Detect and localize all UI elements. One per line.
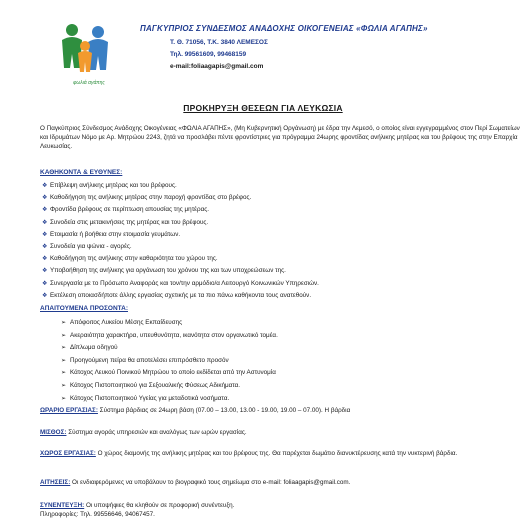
- arrow-bullet-icon: ➢: [61, 320, 67, 326]
- interview-label: ΣΥΝΕΝΤΕΥΞΗ:: [40, 502, 85, 509]
- arrow-bullet-icon: ➢: [61, 332, 67, 339]
- list-item: ➢ Απόφοιτος Λυκείου Μέσης Εκπαίδευσης: [61, 317, 511, 330]
- list-item: ➢ Κάτοχος Λευκού Ποινικού Μητρώου το οποίο εκδίδεται από την Αστυνομία: [61, 367, 511, 380]
- diamond-bullet-icon: ❖: [42, 256, 48, 263]
- requirements-heading: ΑΠΑΙΤΟΥΜΕΝΑ ΠΡΟΣΟΝΤΑ:: [40, 305, 128, 312]
- salary-text: Σύστημα αγοράς υπηρεσιών και αναλόγως των ωρών εργασίας.: [66, 429, 247, 436]
- organization-email: e-mail:foliaagapis@gmail.com: [170, 63, 264, 70]
- list-item: ❖ Συνοδεία για ψώνια - αγορές.: [42, 241, 512, 253]
- duties-heading: ΚΑΘΗΚΟΝΤΑ & ΕΥΘΥΝΕΣ:: [40, 169, 123, 176]
- organization-logo: [48, 20, 128, 82]
- applications-label: ΑΙΤΗΣΕΙΣ:: [40, 479, 71, 486]
- work-hours-label: ΩΡΑΡΙΟ ΕΡΓΑΣΙΑΣ:: [40, 407, 98, 414]
- organization-phone: Τηλ. 99561609, 99468159: [170, 51, 247, 58]
- list-item: ❖ Υποβοήθηση της ανήλικης για οργάνωση του χρόνου της και των υποχρεώσεων της.: [42, 265, 512, 277]
- salary-paragraph: [40, 428, 520, 437]
- diamond-bullet-icon: ❖: [42, 231, 48, 238]
- arrow-bullet-icon: ➢: [61, 382, 67, 389]
- diamond-bullet-icon: ❖: [42, 183, 48, 189]
- list-item: ❖ Καθοδήγηση της ανήλικης στην καθαριότητα του χώρου της.: [42, 253, 512, 265]
- list-item: ➢ Ακεραιότητα χαρακτήρα, υπευθυνότητα, ικανότητα στον οργανωτικό τομέα.: [61, 330, 511, 343]
- list-item: ➢ Κάτοχος Πιστοποιητικού Υγείας για μεταδοτικά νοσήματα.: [61, 393, 511, 406]
- diamond-bullet-icon: ❖: [42, 207, 48, 214]
- list-item: ❖ Επίβλεψη ανήλικης μητέρας και του βρέφους.: [42, 180, 512, 192]
- announcement-title: ΠΡΟΚΗΡΥΞΗ ΘΕΣΕΩΝ ΓΙΑ ΛΕΥΚΩΣΙΑ: [183, 103, 343, 113]
- list-item: ❖ Συνοδεία στις μετακινήσεις της μητέρας και του βρέφους.: [42, 217, 512, 229]
- list-item: ➢ Δίπλωμα οδηγού: [61, 342, 511, 355]
- contact-info: Πληροφορίες: Τηλ. 99556646, 94067457.: [40, 511, 155, 518]
- arrow-bullet-icon: ➢: [61, 370, 67, 377]
- applications-text: Οι ενδιαφερόμενες να υποβάλουν το βιογραφικό τους σημείωμα στο e-mail: foliaagapis@gmail.com.: [70, 479, 351, 486]
- arrow-bullet-icon: ➢: [61, 345, 67, 352]
- arrow-bullet-icon: ➢: [61, 357, 67, 364]
- interview-text: Οι υποψήφιες θα κληθούν σε προφορική συνέντευξη.: [84, 502, 235, 509]
- work-hours-paragraph: [40, 406, 520, 415]
- list-item: ➢ Προηγούμενη πείρα θα αποτελέσει επιπρόσθετο προσόν: [61, 355, 511, 368]
- requirements-list: [61, 317, 511, 405]
- organization-address: Τ. Θ. 71056, Τ.Κ. 3840 ΛΕΜΕΣΟΣ: [170, 39, 268, 46]
- list-item: ❖ Ετοιμασία ή βοήθεια στην ετοιμασία γευμάτων.: [42, 229, 512, 241]
- diamond-bullet-icon: ❖: [42, 292, 48, 299]
- applications-paragraph: [40, 478, 520, 487]
- duties-list: [42, 180, 512, 302]
- salary-label: ΜΙΣΘΟΣ:: [40, 429, 67, 436]
- work-hours-text: Σύστημα βάρδιας σε 24ωρη βάση (07.00 – 13.00, 13.00 - 19.00, 19.00 – 07.00). Η βάρδια: [97, 407, 351, 414]
- diamond-bullet-icon: ❖: [42, 268, 48, 275]
- logo-caption: φωλιά αγάπης: [73, 80, 105, 86]
- list-item: ❖ Εκτέλεση οποιασδήποτε άλλης εργασίας σχετικής με τα πιο πάνω καθήκοντα τους ανατεθούν.: [42, 290, 512, 302]
- diamond-bullet-icon: ❖: [42, 244, 48, 251]
- arrow-bullet-icon: ➢: [61, 395, 67, 402]
- workplace-text: Ο χώρος διαμονής της ανήλικης μητέρας και του βρέφους της. Θα παρέχεται δωμάτιο διανυκτέρευσης κατά την νυκτερινή βάρδια.: [95, 450, 458, 457]
- interview-paragraph: [40, 501, 520, 510]
- diamond-bullet-icon: ❖: [42, 219, 48, 226]
- organization-title: ΠΑΓΚΥΠΡΙΟΣ ΣΥΝΔΕΣΜΟΣ ΑΝΑΔΟΧΗΣ ΟΙΚΟΓΕΝΕΙΑΣ «ΦΩΛΙΑ ΑΓΑΠΗΣ»: [140, 24, 428, 33]
- list-item: ➢ Κάτοχος Πιστοποιητικού για Σεξουαλικής Φύσεως Αδικήματα.: [61, 380, 511, 393]
- workplace-label: ΧΩΡΟΣ ΕΡΓΑΣΙΑΣ:: [40, 450, 96, 457]
- list-item: ❖ Καθοδήγηση της ανήλικης μητέρας στην παροχή φροντίδας στο βρέφος.: [42, 192, 512, 204]
- intro-paragraph: Ο Παγκύπριος Σύνδεσμος Ανάδοχης Οικογένειας «ΦΩΛΙΑ ΑΓΑΠΗΣ», (Μη Κυβερνητική Οργάνωση) με έδρα την Λεμεσό, ο οποίος είναι εγγεγραμμένος στον Περί Σωματείων και Ιδρυμάτων Νόμο με Αρ. Μητρώου 2243, ζητά να προσλάβει πέντε φροντίστριες για πρόγραμμα 24ωρης φροντίδας ανήλικης μητέρας και του βρέφους της στην Επαρχία Λευκωσίας.: [40, 125, 520, 151]
- list-item: ❖ Φροντίδα βρέφους σε περίπτωση απουσίας της μητέρας.: [42, 204, 512, 216]
- diamond-bullet-icon: ❖: [42, 195, 48, 202]
- diamond-bullet-icon: ❖: [42, 280, 48, 287]
- list-item: ❖ Συνεργασία με το Πρόσωπο Αναφοράς και τον/την αρμόδιο/α Λειτουργό Κοινωνικών Υπηρεσιών.: [42, 278, 512, 290]
- workplace-paragraph: [40, 449, 520, 458]
